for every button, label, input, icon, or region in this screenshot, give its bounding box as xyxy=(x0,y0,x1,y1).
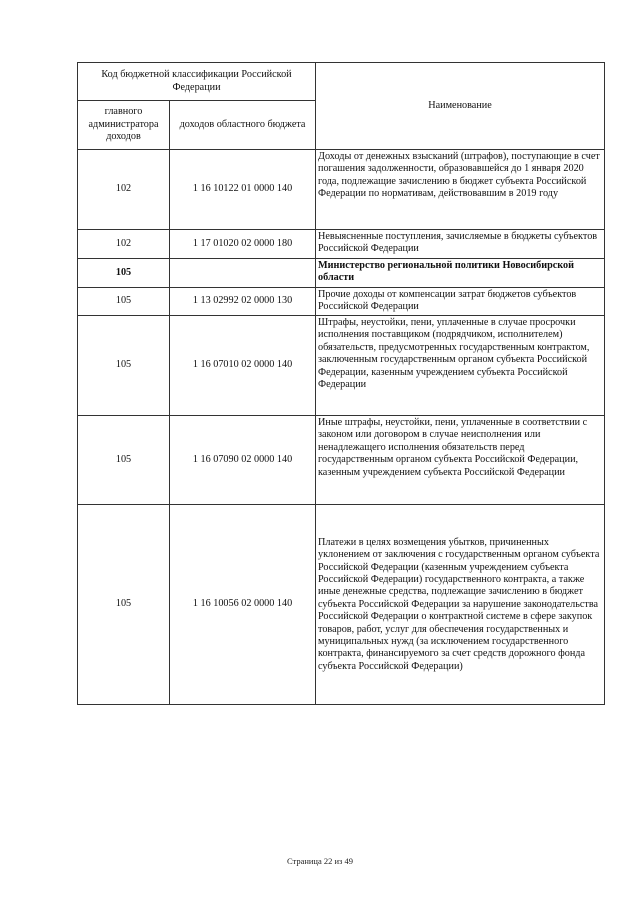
row-admin-code: 105 xyxy=(78,259,170,288)
row-description: Невыясненные поступления, зачисляемые в бюджеты субъектов Российской Федерации xyxy=(316,230,605,259)
row-admin-code: 102 xyxy=(78,230,170,259)
table-row xyxy=(78,316,605,416)
row-income-code: 1 16 10056 02 0000 140 xyxy=(170,505,316,705)
table-row xyxy=(78,230,605,259)
row-description: Прочие доходы от компенсации затрат бюджетов субъектов Российской Федерации xyxy=(316,288,605,316)
header-name: Наименование xyxy=(316,63,605,150)
row-admin-code: 105 xyxy=(78,416,170,505)
row-admin-code: 105 xyxy=(78,505,170,705)
row-income-code: 1 17 01020 02 0000 180 xyxy=(170,230,316,259)
row-income-code xyxy=(170,259,316,288)
row-income-code: 1 13 02992 02 0000 130 xyxy=(170,288,316,316)
table-row xyxy=(78,259,605,288)
page-number: Страница 22 из 49 xyxy=(286,856,354,866)
row-admin-code: 102 xyxy=(78,150,170,230)
budget-classification-table xyxy=(77,62,605,705)
row-description: Платежи в целях возмещения убытков, причиненных уклонением от заключения с государственным органом субъекта Российской Федерации (казенным учреждением субъекта Российской Федерации) государственного контракта, а также иные денежные средства, подлежащие зачислению в бюджет субъекта Российской Федерации за нарушение законодательства Российской Федерации о контрактной системе в сфере закупок товаров, работ, услуг для обеспечения государственных и муниципальных нужд (за исключением государственного контракта, финансируемого за счет средств дорожного фонда субъекта Российской Федерации) xyxy=(316,505,605,705)
row-description: Министерство региональной политики Новосибирской области xyxy=(316,259,605,288)
table-row xyxy=(78,416,605,505)
row-admin-code: 105 xyxy=(78,288,170,316)
table-row xyxy=(78,288,605,316)
header-income: доходов областного бюджета xyxy=(170,101,316,150)
header-code-group: Код бюджетной классификации Российской Федерации xyxy=(78,63,316,101)
row-income-code: 1 16 07010 02 0000 140 xyxy=(170,316,316,416)
row-income-code: 1 16 10122 01 0000 140 xyxy=(170,150,316,230)
table-row xyxy=(78,505,605,705)
row-admin-code: 105 xyxy=(78,316,170,416)
row-description: Доходы от денежных взысканий (штрафов), поступающие в счет погашения задолженности, образовавшейся до 1 января 2020 года, подлежащие зачислению в бюджет субъекта Российской Федерации по нормативам, действовавшим в 2019 году xyxy=(316,150,605,230)
row-description: Иные штрафы, неустойки, пени, уплаченные в соответствии с законом или договором в случае неисполнения или ненадлежащего исполнения обязательств перед государственным органом субъекта Российской Федерации, казенным учреждением субъекта Российской Федерации xyxy=(316,416,605,505)
table-row xyxy=(78,150,605,230)
row-income-code: 1 16 07090 02 0000 140 xyxy=(170,416,316,505)
row-description: Штрафы, неустойки, пени, уплаченные в случае просрочки исполнения поставщиком (подрядчиком, исполнителем) обязательств, предусмотренных государственным контрактом, заключенным государственным органом субъекта Российской Федерации, казенным учреждением субъекта Российской Федерации xyxy=(316,316,605,416)
header-admin: главного администратора доходов xyxy=(78,101,170,150)
